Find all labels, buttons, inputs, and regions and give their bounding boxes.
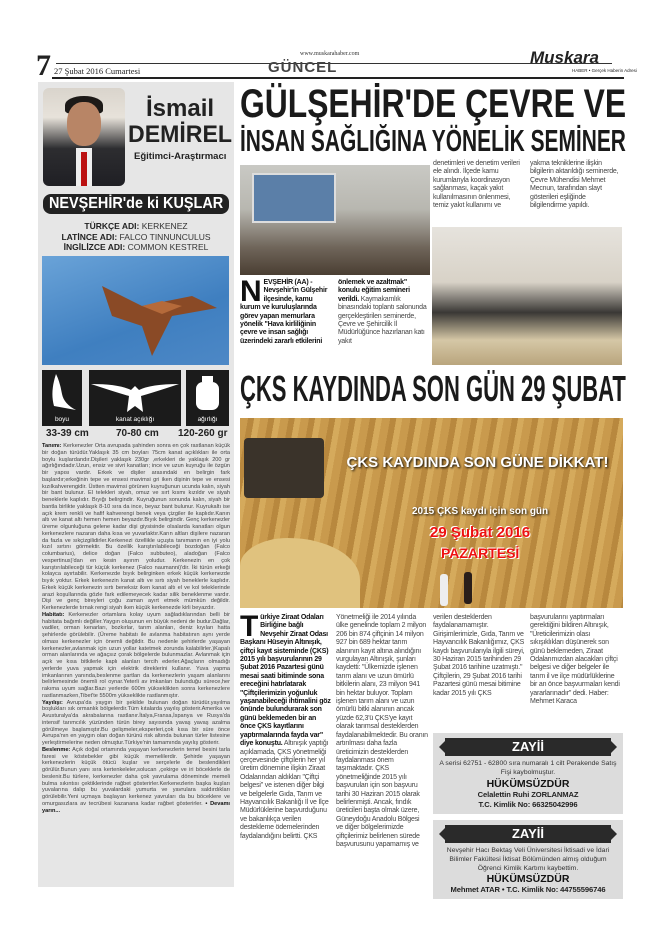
notice-title: ZAYİİ: [445, 825, 611, 843]
article2-col1: Türkiye Ziraat Odaları Birliğine bağlı Nevşehir Ziraat Odası Başkanı Hüseyin Altınışık, çiftçi kayıt sisteminde (ÇKS) 2015 yılı başvurularının 29 Şubat 2016 Pazartesi günü mesai saati bitiminde sona ereceğini hatırlatarak "Çiftçilerimizin yoğunluk yaşanabileceği ihtimalini göz önünde bulundurarak son günü beklemeden bir an önce ÇKS kayıtlarını yaptırmalarında fayda var" diye konuştu. Altınışık yaptığı açıklamada, ÇKS yönetmeliği çerçevesinde çiftçilerin her yıl üretim dönemine ilişkin Ziraat Odalarından aldıkları "Çiftçi belgesi" ve istenen diğer bilgi ve belgelerle Gıda, Tarım ve Hayvancılık Bakanlığı İl ve İlçe Müdürlüklerine başvurduğunu ve bakanlıkça verilen destekleme ödemelerinden faydalandığını belirtti. ÇKS: [240, 610, 331, 840]
bird-perched-icon: boyu: [42, 370, 82, 426]
weight-icon: ağırlığı: [186, 370, 229, 426]
wingspan-value: 70-80 cm: [116, 428, 159, 439]
farmer-figure: [464, 572, 472, 604]
muskara-logo: Muskara: [530, 48, 599, 67]
bird-names: TÜRKÇE ADI: KERKENEZ LATİNCE ADI: FALCO TINNUNCULUS İNGİLİZCE ADI: COMMON KESTREL: [61, 221, 211, 252]
article2-headline: ÇKS KAYDINDA SON GÜN 29 ŞUBAT: [240, 368, 626, 409]
article1-headline-line2: İNSAN SAĞLIĞINA YÖNELİK SEMİNER: [240, 123, 626, 158]
column-title-bar: [43, 194, 229, 214]
article2-col2: Yönetmeliği ile 2014 yılında ülke genelinde toplam 2 milyon 206 bin 874 çiftçinin 14 milyon 927 bin 689 hektar tarım alanının kayıt altına alındığını vurgulayan Altınışık, şunları kaydetti: "Ülkemizde işlenen tarım alanı ve uzun ömürlü bitkilerin alanı, 23 milyon 941 bin hektar buluyor. Toplam işlenen tarım alanı ve uzun ömürlü bitki alanının ancak yüzde 62,3'ü ÇKS'ye kayıt olarak tarımsal desteklerden faydalanabilmektedir. Bu oranın artırılması daha fazla üreticimizin desteklerden faydalanması önem taşımaktadır. ÇKS yönetmeliğinde 2015 yılı başvuruları için son başvuru tarihi 30 Haziran 2015 olarak belirlenmişti. Ancak, fındık üreticileri başta olmak üzere, Güneydoğu Anadolu Bölgesi ve diğer bölgelerimizde çiftçilerimiz belirlenen sürede başvurusunu yapamamış ve: [336, 614, 428, 848]
header-rule-bottom: [52, 77, 624, 79]
article1-lead: EVŞEHİR (AA) - Nevşehir'in Gülşehir ilçesinde, kamu kurum ve kuruluşlarında görev yapan memurlara yönelik "Hava kirliliğinin çevre ve insan sağlığı üzerindeki zararlı etkilerini önlemek ve azaltmak" konulu eğitim semineri verildi.: [240, 279, 410, 345]
article2-headline-box: [240, 370, 626, 408]
seminar-presentation-photo: [240, 165, 430, 275]
image-caption-day: PAZARTESİ: [441, 545, 520, 561]
seminar-audience-photo: [432, 227, 622, 365]
site-url: www.muskarahaber.com: [300, 51, 360, 57]
image-caption-main: ÇKS KAYDINDA SON GÜNE DİKKAT!: [346, 454, 609, 471]
lost-notice-1: ZAYİİ A serisi 62751 - 62800 sıra numaralı 1 cilt Perakende Satış Fişi kaybolmuştur. HÜKÜMSÜZDÜR Celalettin Ruhi ZORLANMAZ T.C. Kimlik No: 66325042996: [433, 733, 623, 814]
byline: Haber: Mehmet Karaca: [530, 689, 609, 706]
image-caption-day-box: [420, 545, 540, 562]
column-title: NEVŞEHİR'de ki KUŞLAR: [49, 195, 224, 212]
article2-col4: başvurularını yaptırmaları gerektiğini bildiren Altınışık, "Üreticilerimizin olası sıkışıklıkları düşünerek son günü beklemeden, Ziraat Odalarımızdan alacakları çiftçi belgesi ve diğer belgeler ile tarım il ve ilçe müdürlüklerine bir an önce başvurmaları kendi yararlarınadır" dedi. Haber: Mehmet Karaca: [530, 614, 620, 706]
article1-col2: Kaymakamlık binasındaki toplantı salonunda gerçekleştirilen seminerde, Çevre ve Şehircilik İl Müdürlüğünce hazırlanan katı yakıt: [338, 295, 427, 345]
author-last-name-box: [128, 122, 232, 148]
column-body: Tanımı: Kerkenezler Orta avrupada şahinden sonra en çok rastlanan küçük bir doğan türüdür.Yaklaşık 35 cm boyları 75cm kanat açıklıkları ile orta boylu kuşlardandır.Dişileri yaklaşık 230gr ,erkekleri de yaklaşık 200 gr ağırlığındadır.Uzun, ensiz ve sivri kanatları; ince ve uzun kuyruğu ile özgün bir yapısı vardır. Erkek ve dişiler arasındaki en belirgin fark başlardır;erkeğinin tepe ve ensesi mavimsi gri iken dişinin tepe ve ensesi kızılkahverengidir. Üstten mavimsi görünen kuyruğunun ucunda kalın, siyah bir bant bulunur. El telekleri siyah, omuz ve sırt kısmı kızıldır ve siyah beneklerle kaplıdır. Bıyığı belirgindir. Kuyruğunun sonunda kalın, siyah bir bantla birlikte yaklaşık 8-10 sıra da ince, beyaz bant bulunur. Kuyrukaltı ise açık krem renkli ve hafif kahverengi benek veya çizgiler ile kaplıdır.Kanın altı ve kanat altı hemen hemen beyazdır.Bıyık belirgindir. Genç kerkenezler üreme olgunluğuna gelene kadar dişi giysisinde olsalarda kanatları olgun kerkenezlere nazaran daha kısa ve yuvarlaktır.Karın altları dişilere nazaran da fazla ve sıkçizgilidirler.Kerkenezi özellikle uçuşta tanımanın en iyi yolu kızıl sırtını görmektir. Bu özellik karıştırılabileceği bozdoğan (Falco columbarius), delice doğan (Falco subbuteo), aladoğan (Falco vespertinus)'dan en kesin ayırım yoludur. Kerkenezin en çok karıştırılabileceği tür küçük kerkenez (Falco naumanni)'dir. İki türün erkeği kolayca ayırtabilir. Kerkenezde bıyık belirginken erkek küçük kerkenezde bıyık yoktur. Erkek kerkenezin kanat altı ve sırtı siyah beneklerle kaplıdır. Erkek küçük kerkenezin sırtı beneksiz iken kanat altı el ve kol teleklerinde arazi koşullarında gözle fark edilemeyecek kadar silik beneklenme vardır. Dişi ve genç bireyleri çoğu zaman ayırt etmek mümkün değildir. Kerkenezlerde tırnak rengi siyah iken küçük kerkenezde kirli beyazdır. Habitatı: Kerkenezler ortamlara kolay uyum sağladıklarından belli bir habitata bağımlı değiller.Yaygın oluşunun en büyük nedeni de budur.Dağlar, vadiler, orman kenarları, bozkırlar, tarım alanları, deniz kıyıları hatta şehirlerde görülebilir. (Üreme habitatı ile avlanma habitatının aynı yerde olması kerkenezler için önemli değildir. Bu nedenle şehirlerde yaşayan kerkenezler,avlanmak için uzun yollar katetmek zorunda kalabilirler.)Kapalı orman alanlarında ve ağaçsız çorak bölgelerde bulunmazlar. Avlanmak için açık ve kısa bitkilerle kaplı alanları tercih ederler.Ağaçların olmadığı yerlerde yuva yapmak için elektrik direklerini kullanır. Yuva yapma imkanlarının yanında,beslenme şartları da kerkenezlerin yaşam alanlarını belirlemesinde önemli rol oynar.Yeterli av imkanları bulunduğu sürece,her rakıma uyum sağlar.Bazı yerlerde 600m yükseklikten sonra kerkenezlere rastlanmazken,Tibet'te 5500m yükseklikte rastlanmıştır. Yayılışı: Avrupa'da yaygın bir şekilde bulunan doğan türüdür.yayılma boşlukları sık ormanlık bölgelerdir.Tüm kıtalarda yayılış gösterir.Amerika ve Avusturalya'da akrabalarına rastlanır.İtalya,Fransa,İspanya ve Rusya'da intensif tarımcılık yüzünden türün birey sayısında yavaş yavaş azalma görülmeye başlamıştır.Bu gelişmeler,eksperleri,çok kısa bir süre önce Avrupa'nın en yaygın olan doğan türünü risk altında bulunan türler listesine yerleştirmelerine neden olmuştur.Türkiye'nin tamamında yayılış gösterir. Beslenme: Açık doğal ortamında yaşayan kerkenezlerin temel besini tarla faresi ve köstebekler gibi küçük memelilerdir. Şehirde yaşayan kerkenezlerin küçük ötücü kuşlar ve serçelerle de beslendikleri görülür.Bunun yanı sıra kertenkeleler,solucan ,çekirge ve iri böceklerle de beslenir.Bu türlere, kerkenezler daha çok yavrulama döneminde memeli bulma sıkıntısı çektiklerinde rağbet gösterirler.Kerkenezlerin başka kuşları yuvalarına dalıp bu yuvalardaki yumurta ve yavrulara saldırdıkları görülebilir.Yeni uçmaya başlayan kerkenez yavruları da bu böceklere ve omurgasızlara av tecrübesi kazanana kadar rağbet gösterirler. • Devamı yarın...: [42, 443, 231, 814]
harvest-field-photo: [240, 418, 623, 608]
wingspan-icon: kanat açıklığı: [89, 370, 181, 426]
article1-lead-and-col2: NEVŞEHİR (AA) - Nevşehir'in Gülşehir ilçesinde, kamu kurum ve kuruluşlarında görev yapan memurlara yönelik "Hava kirliliğinin çevre ve insan sağlığı üzerindeki zararlı etkilerini önlemek ve azaltmak" konulu eğitim semineri verildi. Kaymakamlık binasındaki toplantı salonunda gerçekleştirilen seminerde, Çevre ve Şehircilik İl Müdürlüğünce hazırlanan katı yakıt: [240, 275, 427, 345]
lost-notice-2: ZAYİİ Nevşehir Hacı Bektaş Veli Üniversitesi İktisadi ve İdari Bilimler Fakültesi İktisat Bölümünden almış olduğum Öğrenci Kimlik Kartımı kaybettim. HÜKÜMSÜZDÜR Mehmet ATAR • T.C. Kimlik No: 44755596746: [433, 820, 623, 899]
article1-col4: yakma tekniklerine ilişkin bilgilerin aktarıldığı seminerde, Çevre Mühendisi Mehmet Mecnun, tarafından slayt gösterileri eşliğinde bilgilendirme yapıldı.: [530, 160, 619, 210]
article1-headline-line1-box: [240, 84, 626, 124]
image-caption-sub-box: [390, 506, 570, 518]
author-title-box: [128, 151, 232, 162]
image-caption-sub: 2015 ÇKS kaydı için son gün: [412, 506, 549, 517]
author-first-name-box: [128, 96, 232, 122]
author-photo: [43, 88, 125, 186]
length-value: 33-39 cm: [46, 428, 89, 439]
farmer-figure: [440, 574, 448, 606]
article2-col3: verilen desteklerden faydalanamamıştır. Girişimlerimizle, Gıda, Tarım ve Hayvancılık Bakanlığımız, ÇKS kaydı başvurularıyla ilgili süreyi, 30 Haziran 2015 tarihinden 29 Şubat 2016 tarihine uzatmıştı." Çiftçilerin, 29 Şubat 2016 tarihi Pazartesi günü mesai bitimine kadar 2015 yılı ÇKS: [433, 614, 525, 697]
notice-title: ZAYİİ: [445, 738, 611, 756]
logo-subtitle: HABER • Gerçek Haberin Adresi: [572, 68, 637, 73]
article1-headline-line2-box: [240, 125, 626, 157]
image-caption-date: 29 Şubat 2016: [430, 524, 531, 541]
continued-link: • Devamı yarın...: [42, 800, 230, 814]
image-caption-date-box: [410, 524, 550, 542]
section-name: GÜNCEL: [268, 59, 338, 76]
weight-value: 120-260 gr: [178, 428, 228, 439]
author-first-name: İsmail: [146, 95, 215, 122]
image-caption-main-box: [340, 454, 615, 472]
article1-col3: denetimleri ve denetim verileri ele alındı. İlçede kamu kurumlarıyla koordinasyon sağlanması, kaçak yakıt kullanılmasının önlenmesi, temiz yakıt kullanımı ve: [433, 160, 520, 210]
author-last-name: DEMİREL: [128, 121, 232, 148]
kestrel-photo: [42, 256, 229, 365]
article1-headline-line1: GÜLŞEHİR'DE ÇEVRE VE: [240, 82, 627, 126]
author-title: Eğitimci-Araştırmacı: [134, 151, 227, 162]
page-number: 7: [36, 49, 51, 82]
issue-date: 27 Şubat 2016 Cumartesi: [54, 66, 141, 76]
